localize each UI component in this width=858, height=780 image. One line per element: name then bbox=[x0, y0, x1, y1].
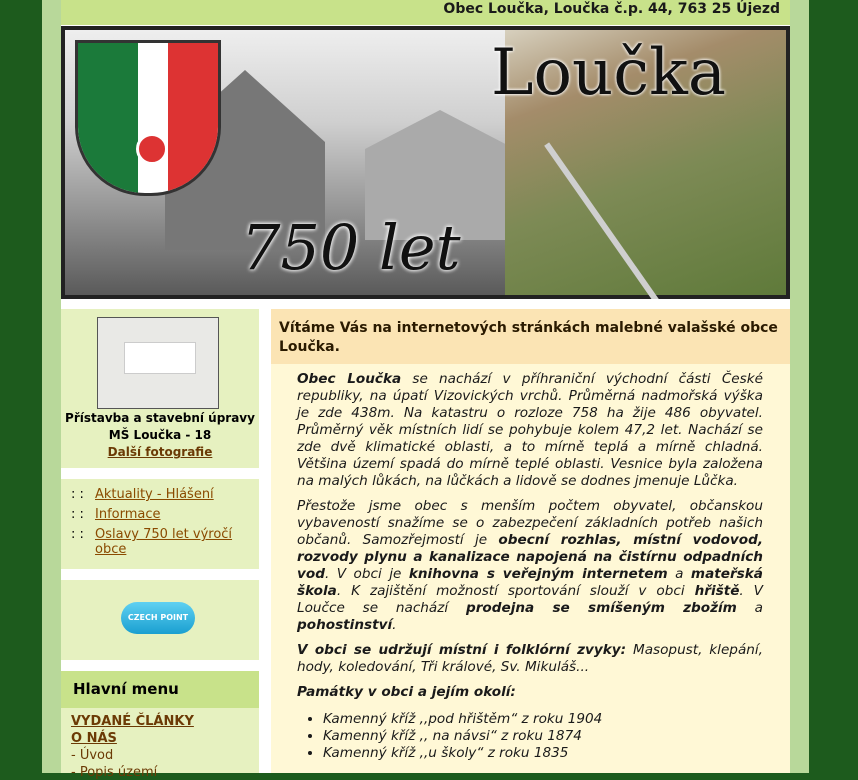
paragraph-intro bbox=[297, 371, 763, 490]
link-aktuality[interactable]: Aktuality - Hlášení bbox=[95, 487, 214, 502]
amenities-bold: prodejna se smíšeným zbožím bbox=[465, 600, 737, 616]
paragraph-amenities bbox=[297, 498, 763, 634]
amenities-text: a bbox=[667, 566, 691, 582]
menu-item-vydane-clanky[interactable]: VYDANÉ ČLÁNKY bbox=[71, 714, 194, 729]
amenities-text: a bbox=[736, 600, 764, 616]
coat-of-arms-red bbox=[168, 43, 218, 193]
amenities-text: . K zajištění možností sportování slouží v obci bbox=[336, 583, 695, 599]
amenities-text: Přestože jsme obec s menším počtem obyvatel, občanskou vybaveností snažíme se o zabezpečení základních potřeb našich občanů. Samozřejmostí je bbox=[297, 498, 763, 548]
monuments-lead: Památky v obci a jejím okolí: bbox=[297, 684, 516, 700]
list-item: • Kamenný kříž ,,pod hřištěm“ z roku 1904 bbox=[323, 711, 763, 728]
photo-caption: Přístavba a stavební úpravy MŠ Loučka - 18 bbox=[65, 411, 255, 442]
bullet-icon: : : bbox=[71, 487, 84, 502]
list-item: • Kamenný kříž ,,u školy“ z roku 1835 bbox=[323, 745, 763, 762]
main-menu-title: Hlavní menu bbox=[73, 680, 179, 698]
bullet-icon: : : bbox=[71, 527, 84, 542]
header-address: Obec Loučka, Loučka č.p. 44, 763 25 Újezd bbox=[443, 1, 780, 17]
czechpoint-logo[interactable]: CZECH POINT bbox=[121, 602, 195, 634]
czechpoint-box bbox=[61, 580, 259, 660]
banner-title: Loučka bbox=[491, 36, 727, 110]
link-oslavy[interactable]: Oslavy 750 let výročí obce bbox=[95, 527, 233, 557]
coat-of-arms-rose bbox=[136, 133, 168, 165]
amenities-text: . V Loučce se nachází bbox=[297, 583, 763, 616]
quick-link-row bbox=[71, 527, 251, 557]
quick-link-row bbox=[71, 507, 161, 522]
banner bbox=[61, 26, 790, 299]
intro-text: se nachází v příhraniční východní části České republiky, na úpatí Vizovických vrchů. Průměrná nadmořská výška je zde 438m. Na katastru o rozloze 758 ha žije 486 obyvatel. Průměrný věk místních lidí se pohybuje kolem 47,2 let. Nachází se zde dvě klimatické oblasti, a to mírně teplá a mírně chladná. Většina území spadá do mírně teplé oblasti. Vesnice byla založena na malých lůkách, na lůčkách a lidově se dodnes jmenuje Lůčka. bbox=[297, 371, 763, 489]
page-frame bbox=[42, 0, 809, 780]
main-content bbox=[271, 309, 790, 773]
menu-item-uvod[interactable]: - Úvod bbox=[71, 748, 114, 763]
main-menu bbox=[61, 671, 259, 780]
paragraph-monuments bbox=[297, 684, 763, 701]
main-menu-header bbox=[61, 671, 259, 708]
amenities-text: . V obci je bbox=[324, 566, 409, 582]
bullet-icon: : : bbox=[71, 507, 84, 522]
intro-lead: Obec Loučka bbox=[297, 371, 402, 387]
article-body bbox=[297, 371, 763, 762]
customs-lead: V obci se udržují místní i folklórní zvyky: bbox=[297, 642, 627, 658]
paragraph-customs bbox=[297, 642, 763, 676]
banner-anniversary: 750 let bbox=[241, 211, 461, 284]
amenities-bold: pohostinství bbox=[297, 617, 393, 633]
more-photos-link[interactable]: Další fotografie bbox=[107, 445, 213, 459]
header-bar bbox=[61, 0, 790, 25]
amenities-bold: obecní rozhlas, místní vodovod, rozvody plynu a kanalizace napojená na čistírnu odpadních vod bbox=[297, 532, 763, 582]
photo-box bbox=[61, 309, 259, 468]
quick-link-row bbox=[71, 487, 214, 502]
menu-item-popis-uzemi[interactable]: - Popis území bbox=[71, 765, 158, 780]
main-heading: Vítáme Vás na internetových stránkách malebné valašské obce Loučka. bbox=[279, 320, 778, 355]
customs-text: Masopust, klepání, hody, koledování, Tři králové, Sv. Mikuláš... bbox=[297, 642, 763, 675]
photo-thumbnail[interactable] bbox=[97, 317, 219, 409]
page-inner bbox=[61, 0, 790, 780]
monuments-list bbox=[297, 711, 763, 762]
amenities-bold: mateřská škola bbox=[297, 566, 763, 599]
amenities-text: . bbox=[392, 617, 397, 633]
main-heading-box bbox=[271, 309, 790, 364]
coat-of-arms-icon bbox=[75, 40, 221, 196]
link-informace[interactable]: Informace bbox=[95, 507, 161, 522]
amenities-bold: knihovna s veřejným internetem bbox=[408, 566, 668, 582]
quick-links-box bbox=[61, 479, 259, 569]
amenities-bold: hřiště bbox=[694, 583, 740, 599]
coat-of-arms-green bbox=[78, 43, 138, 193]
menu-item-o-nas[interactable]: O NÁS bbox=[71, 731, 117, 746]
list-item: • Kamenný kříž ,, na návsi“ z roku 1874 bbox=[323, 728, 763, 745]
photo-thumbnail-detail bbox=[124, 342, 196, 374]
